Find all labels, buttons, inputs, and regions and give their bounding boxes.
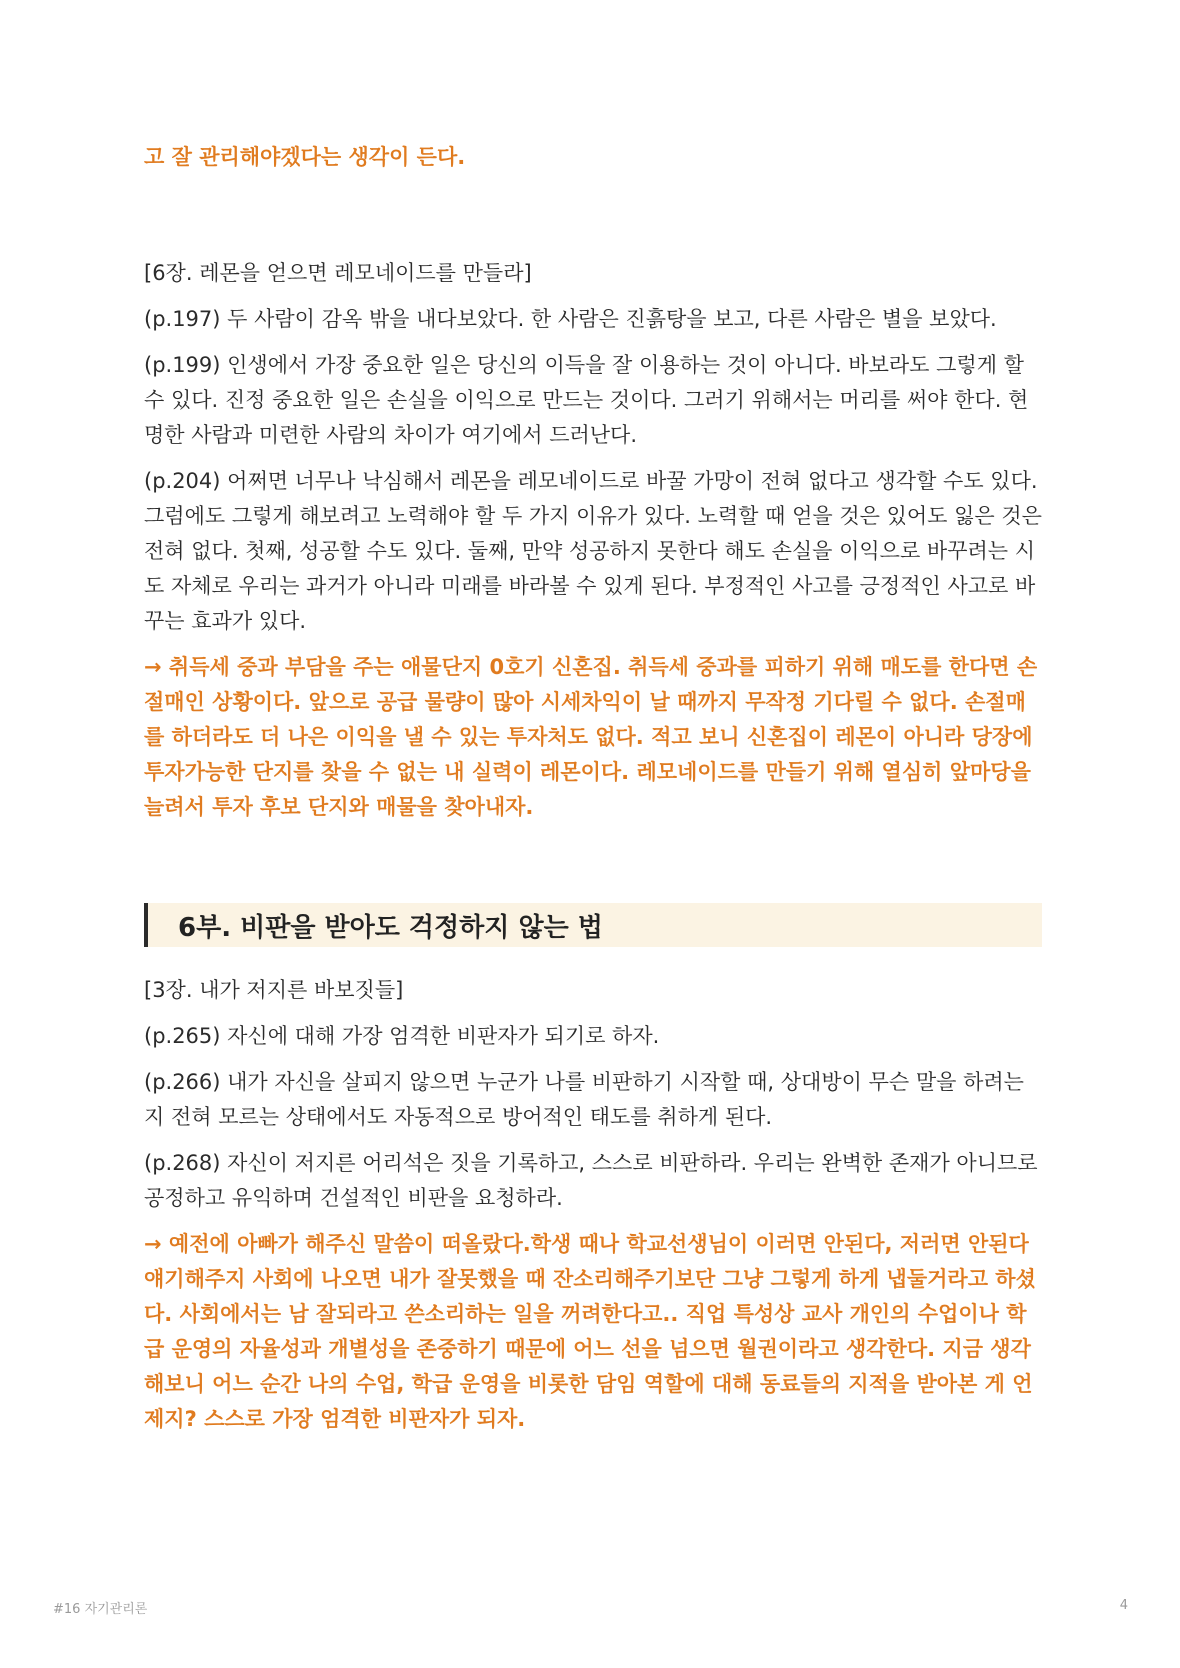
quote-p197: (p.197) 두 사람이 감옥 밖을 내다보았다. 한 사람은 진흙탕을 보고, 다른 사람은 별을 보았다. (144, 307, 997, 331)
quote-p204: (p.204) 어쩌면 너무나 낙심해서 레몬을 레모네이드로 바꿀 가망이 전혀 없다고 생각할 수도 있다. 그럼에도 그렇게 해보려고 노력해야 할 두 가지 이유가 있다. 노력할 때 얻을 것은 있어도 잃은 것은 전혀 없다. 첫째, 성공할 수도 있다. 둘째, 만약 성공하지 못한다 해도 손실을 이익으로 바꾸려는 시도 자체로 우리는 과거가 아니라 미래를 바라볼 수 있게 된다. 부정적인 사고를 긍정적인 사고로 바꾸는 효과가 있다. (144, 469, 1042, 633)
quote-p268: (p.268) 자신이 저지른 어리석은 짓을 기록하고, 스스로 비판하라. 우리는 완벽한 존재가 아니므로 공정하고 유익하며 건설적인 비판을 요청하라. (144, 1151, 1038, 1210)
reflection-note-lemon: → 취득세 중과 부담을 주는 애물단지 0호기 신혼집. 취득세 중과를 피하기 위해 매도를 한다면 손절매인 상황이다. 앞으로 공급 물량이 많아 시세차익이 날 때까지 무작정 기다릴 수 없다. 손절매를 하더라도 더 나은 이익을 낼 수 있는 투자처도 없다. 적고 보니 신혼집이 레몬이 아니라 당장에 투자가능한 단지를 찾을 수 없는 내 실력이 레몬이다. 레모네이드를 만들기 위해 열심히 앞마당을 늘려서 투자 후보 단지와 매물을 찾아내자. (144, 655, 1038, 819)
chapter-title-3: [3장. 내가 저지른 바보짓들] (144, 978, 404, 1002)
intro-reflection: 고 잘 관리해야겠다는 생각이 든다. (144, 145, 466, 169)
reflection-note-criticism: → 예전에 아빠가 해주신 말씀이 떠올랐다.학생 때나 학교선생님이 이러면 안된다, 저러면 안된다 얘기해주지 사회에 나오면 내가 잘못했을 때 잔소리해주기보단 그냥 그렇게 하게 냅둘거라고 하셨다. 사회에서는 남 잘되라고 쓴소리하는 일을 꺼려한다고.. 직업 특성상 교사 개인의 수업이나 학급 운영의 자율성과 개별성을 존중하기 때문에 어느 선을 넘으면 월권이라고 생각한다. 지금 생각해보니 어느 순간 나의 수업, 학급 운영을 비롯한 담임 역할에 대해 동료들의 지적을 받아본 게 언제지? 스스로 가장 엄격한 비판자가 되자. (144, 1232, 1036, 1431)
document-body (144, 140, 1042, 1437)
chapter-title-6: [6장. 레몬을 얻으면 레모네이드를 만들라] (144, 261, 532, 285)
quote-p265: (p.265) 자신에 대해 가장 엄격한 비판자가 되기로 하자. (144, 1024, 660, 1048)
quote-p266: (p.266) 내가 자신을 살피지 않으면 누군가 나를 비판하기 시작할 때, 상대방이 무슨 말을 하려는지 전혀 모르는 상태에서도 자동적으로 방어적인 태도를 취하게 된다. (144, 1070, 1024, 1129)
footer-page-number: 4 (1119, 1598, 1128, 1613)
section-heading-part6 (144, 903, 1042, 947)
quote-p199: (p.199) 인생에서 가장 중요한 일은 당신의 이득을 잘 이용하는 것이 아니다. 바보라도 그렇게 할 수 있다. 진정 중요한 일은 손실을 이익으로 만드는 것이다. 그러기 위해서는 머리를 써야 한다. 현명한 사람과 미련한 사람의 차이가 여기에서 드러난다. (144, 353, 1029, 447)
footer-doc-label: #16 자기관리론 (53, 1602, 148, 1617)
section-heading-text: 6부. 비판을 받아도 걱정하지 않는 법 (178, 912, 603, 943)
